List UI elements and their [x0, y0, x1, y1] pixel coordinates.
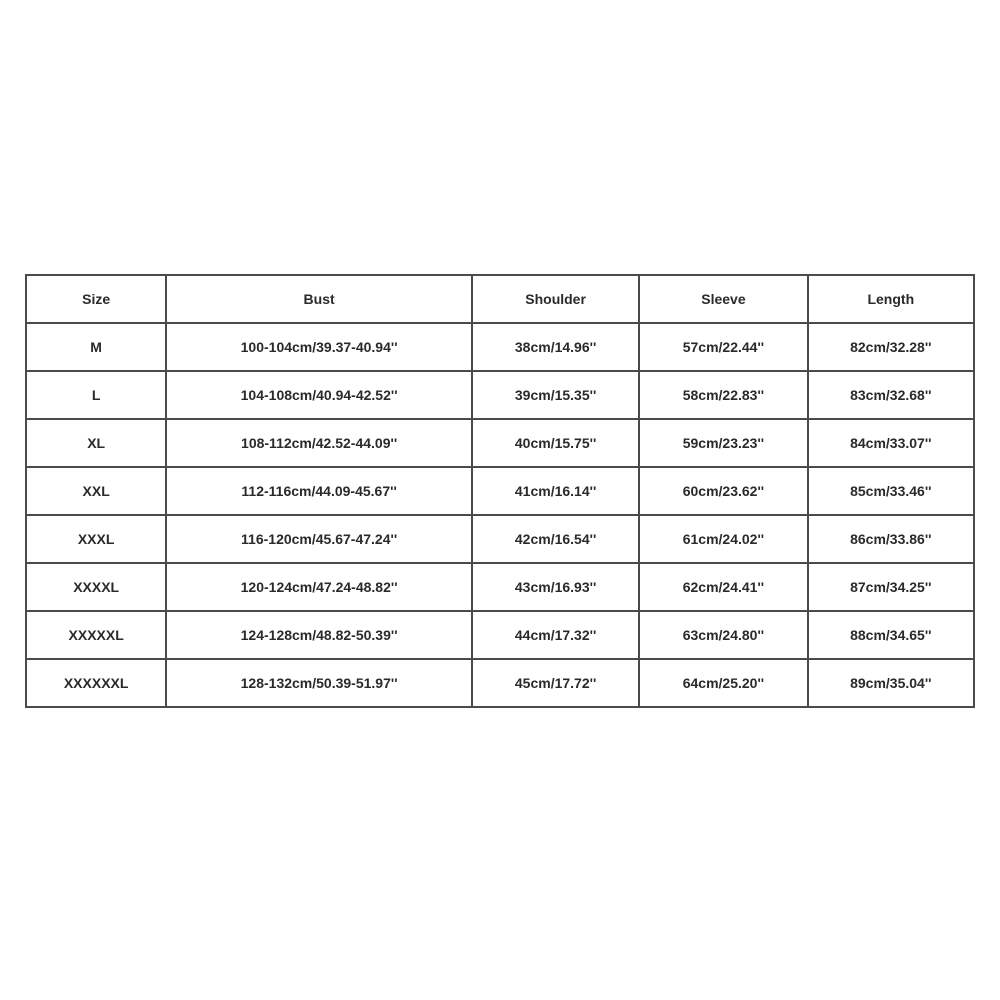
- cell-size: L: [26, 371, 166, 419]
- cell-shoulder: 44cm/17.32'': [472, 611, 639, 659]
- table-row: [26, 323, 974, 371]
- table-row: [26, 419, 974, 467]
- cell-size: XXXL: [26, 515, 166, 563]
- cell-bust: 100-104cm/39.37-40.94'': [166, 323, 472, 371]
- cell-shoulder: 40cm/15.75'': [472, 419, 639, 467]
- cell-length: 85cm/33.46'': [808, 467, 974, 515]
- cell-length: 83cm/32.68'': [808, 371, 974, 419]
- cell-length: 87cm/34.25'': [808, 563, 974, 611]
- cell-shoulder: 43cm/16.93'': [472, 563, 639, 611]
- header-length: Length: [808, 275, 974, 323]
- table-row: [26, 467, 974, 515]
- cell-length: 82cm/32.28'': [808, 323, 974, 371]
- header-sleeve: Sleeve: [639, 275, 807, 323]
- header-size: Size: [26, 275, 166, 323]
- cell-sleeve: 58cm/22.83'': [639, 371, 807, 419]
- cell-sleeve: 59cm/23.23'': [639, 419, 807, 467]
- cell-bust: 128-132cm/50.39-51.97'': [166, 659, 472, 707]
- header-bust: Bust: [166, 275, 472, 323]
- cell-shoulder: 42cm/16.54'': [472, 515, 639, 563]
- cell-shoulder: 41cm/16.14'': [472, 467, 639, 515]
- table-row: [26, 515, 974, 563]
- cell-length: 89cm/35.04'': [808, 659, 974, 707]
- size-chart-table: [25, 274, 975, 708]
- cell-bust: 116-120cm/45.67-47.24'': [166, 515, 472, 563]
- cell-bust: 104-108cm/40.94-42.52'': [166, 371, 472, 419]
- table-row: [26, 371, 974, 419]
- cell-sleeve: 63cm/24.80'': [639, 611, 807, 659]
- cell-sleeve: 61cm/24.02'': [639, 515, 807, 563]
- cell-size: XXXXL: [26, 563, 166, 611]
- cell-sleeve: 64cm/25.20'': [639, 659, 807, 707]
- cell-size: XXXXXXL: [26, 659, 166, 707]
- cell-bust: 108-112cm/42.52-44.09'': [166, 419, 472, 467]
- cell-bust: 124-128cm/48.82-50.39'': [166, 611, 472, 659]
- header-shoulder: Shoulder: [472, 275, 639, 323]
- cell-length: 84cm/33.07'': [808, 419, 974, 467]
- header-row: [26, 275, 974, 323]
- cell-size: XXL: [26, 467, 166, 515]
- cell-sleeve: 60cm/23.62'': [639, 467, 807, 515]
- cell-shoulder: 45cm/17.72'': [472, 659, 639, 707]
- table-row: [26, 611, 974, 659]
- cell-length: 88cm/34.65'': [808, 611, 974, 659]
- table-row: [26, 659, 974, 707]
- cell-sleeve: 57cm/22.44'': [639, 323, 807, 371]
- table-row: [26, 563, 974, 611]
- cell-shoulder: 39cm/15.35'': [472, 371, 639, 419]
- cell-size: XL: [26, 419, 166, 467]
- cell-size: M: [26, 323, 166, 371]
- cell-bust: 112-116cm/44.09-45.67'': [166, 467, 472, 515]
- cell-bust: 120-124cm/47.24-48.82'': [166, 563, 472, 611]
- cell-sleeve: 62cm/24.41'': [639, 563, 807, 611]
- cell-shoulder: 38cm/14.96'': [472, 323, 639, 371]
- cell-length: 86cm/33.86'': [808, 515, 974, 563]
- cell-size: XXXXXL: [26, 611, 166, 659]
